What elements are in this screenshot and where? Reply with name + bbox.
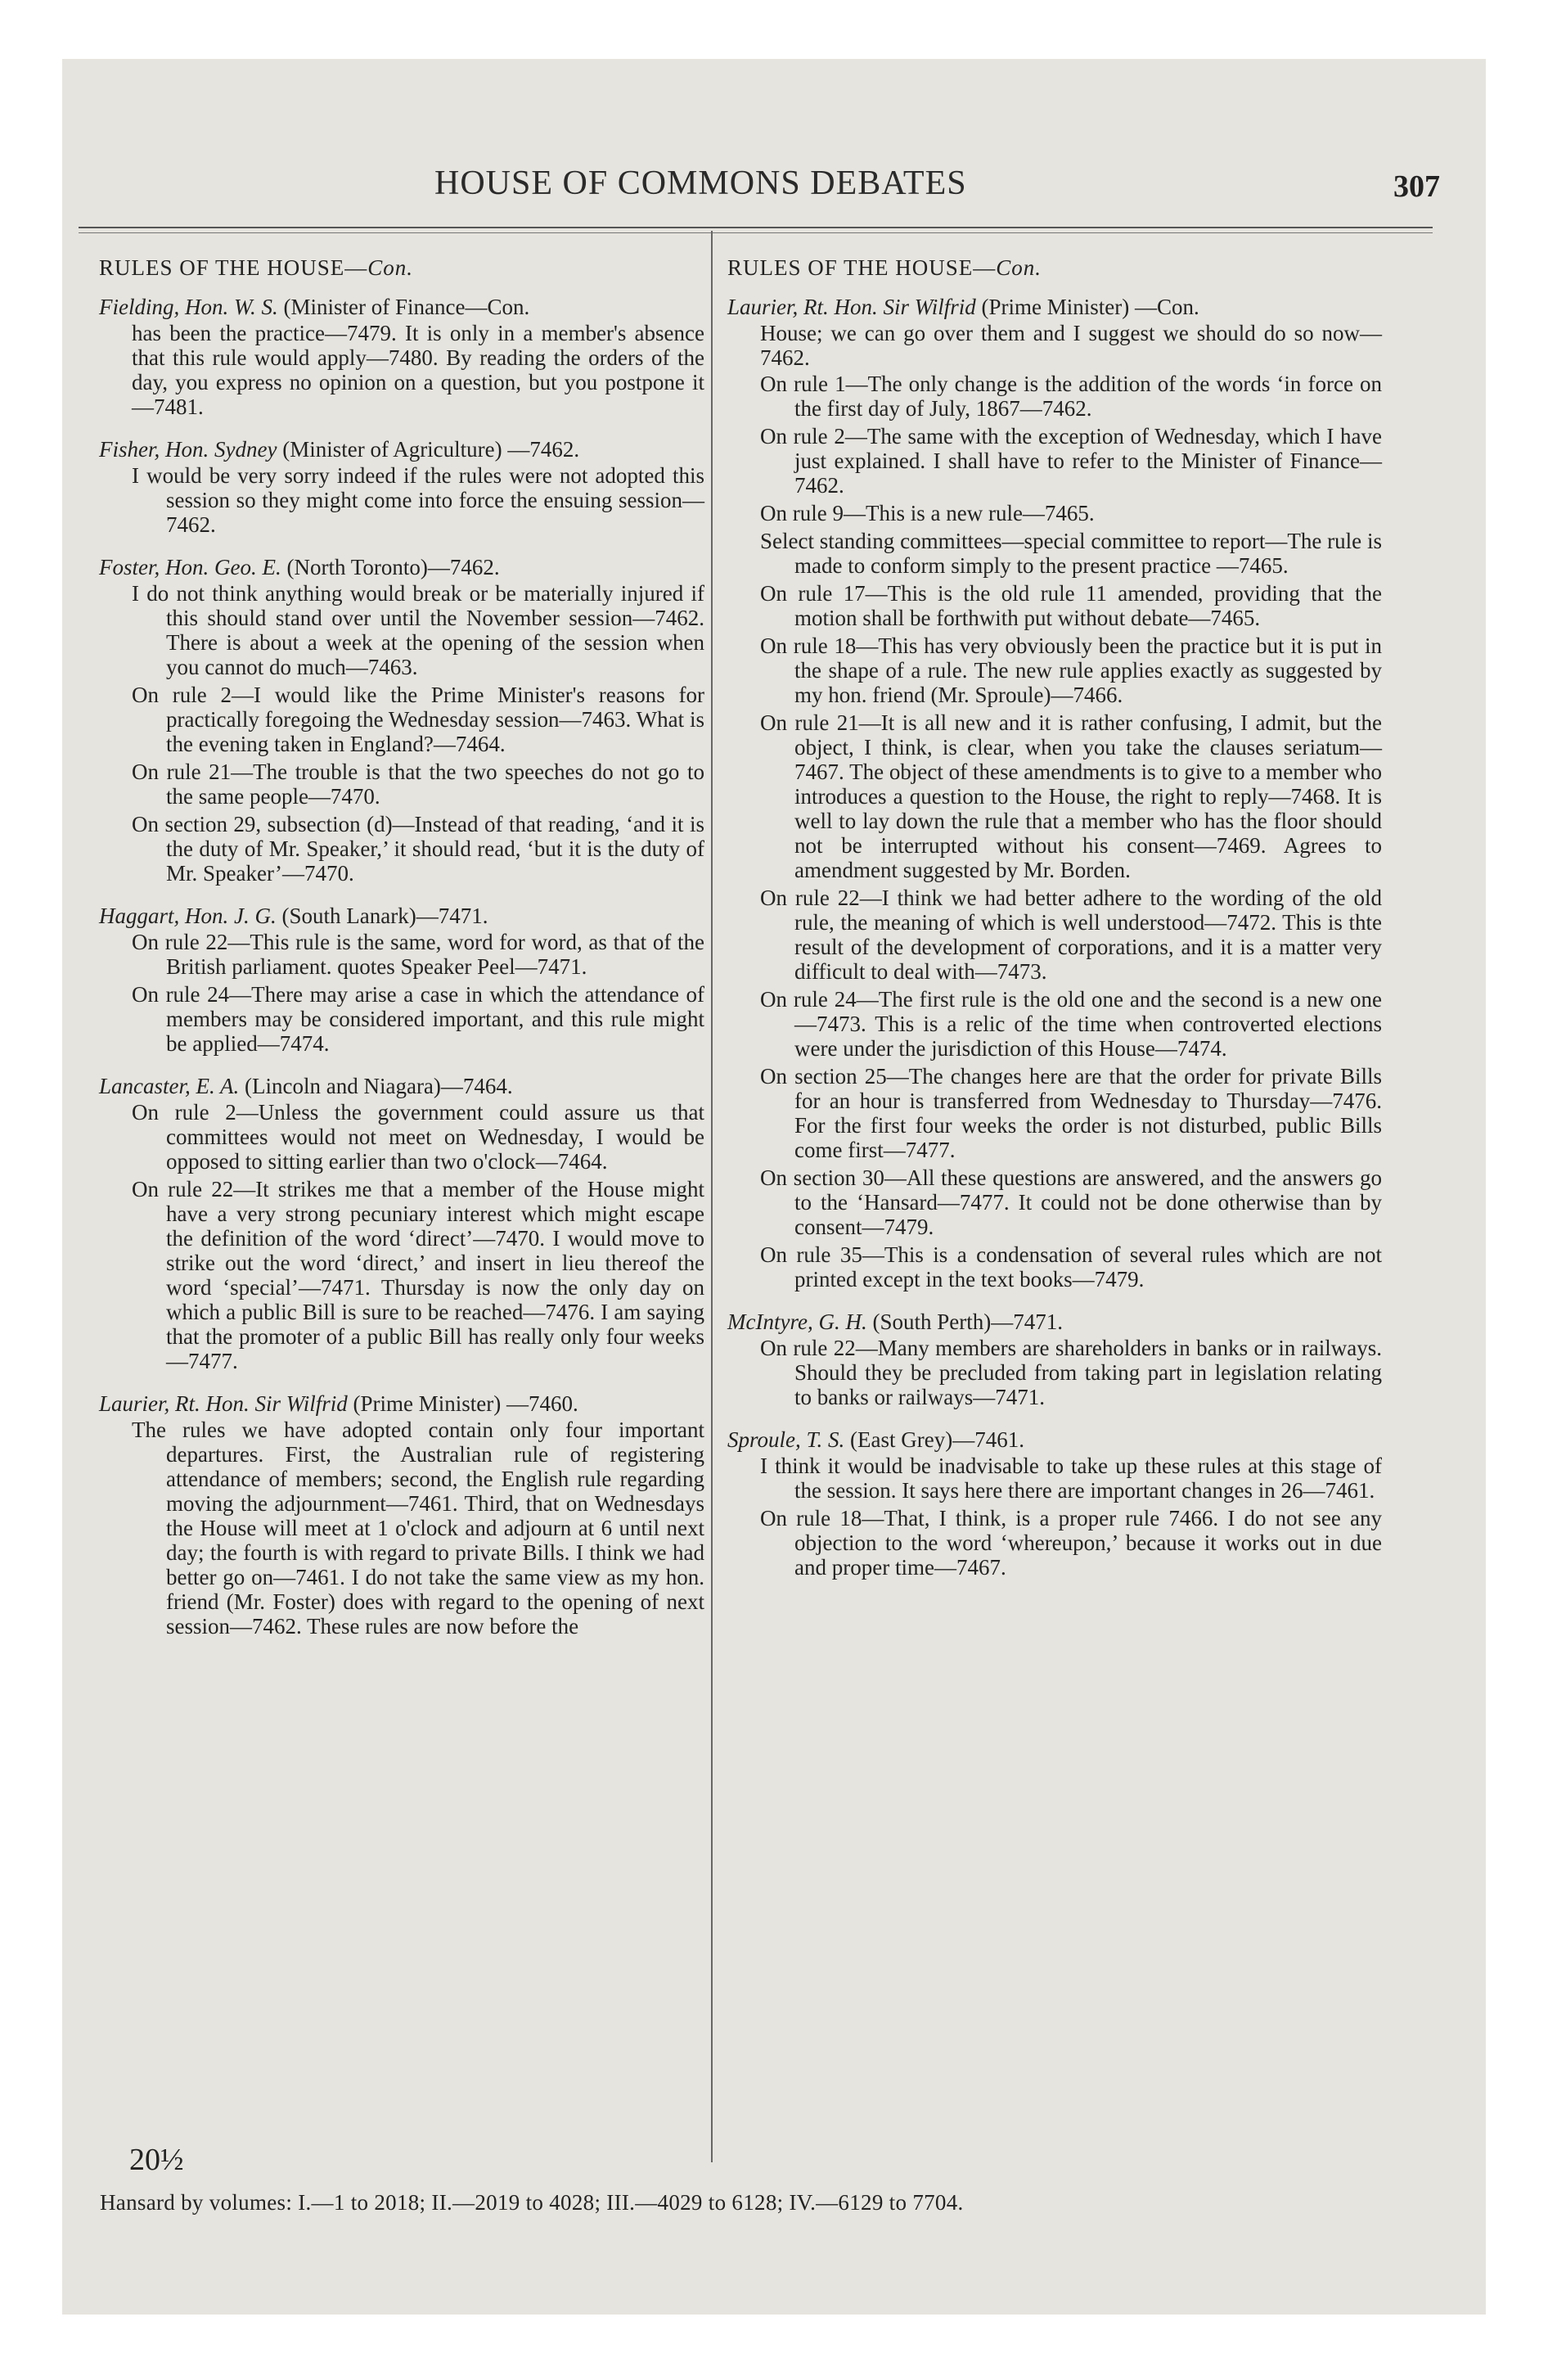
speaker-name: Laurier, Rt. Hon. Sir Wilfrid <box>727 295 976 319</box>
speaker-entry <box>99 1391 704 1639</box>
speaker-name: Sproule, T. S. <box>727 1427 845 1452</box>
speech-paragraph: On rule 2—I would like the Prime Minister's reasons for practically foregoing the Wednesday session—7463. What is the evening taken in England?—7464. <box>132 683 704 756</box>
speech-paragraph: On rule 24—The first rule is the old one and the second is a new one—7473. This is a relic of the time when controverted elections were under the jurisdiction of this House—7474. <box>760 987 1382 1061</box>
speaker-entry <box>727 1427 1382 1580</box>
speaker-detail: (North Toronto)—7462. <box>286 555 500 579</box>
speech-paragraph: On rule 22—This rule is the same, word for word, as that of the British parliament. quotes Speaker Peel—7471. <box>132 930 704 979</box>
speech-paragraph: Select standing committees—special committee to report—The rule is made to conform simply to the present practice —7465. <box>760 529 1382 578</box>
speaker-line <box>727 295 1382 319</box>
section-heading <box>99 255 704 280</box>
speaker-detail: (Prime Minister) —Con. <box>981 295 1199 319</box>
speaker-line <box>99 1074 704 1098</box>
continued-text: has been the practice—7479. It is only in a member's absence that this rule would apply—7480. By reading the orders of the day, you express no opinion on a question, but you postpone it—7481. <box>132 321 704 419</box>
speaker-entry <box>727 295 1382 1291</box>
speech-paragraph: On rule 9—This is a new rule—7465. <box>760 501 1095 525</box>
speaker-detail: (Minister of Agriculture) —7462. <box>282 437 580 462</box>
speaker-line <box>727 1427 1382 1452</box>
page-header <box>62 164 1486 213</box>
speaker-detail: (East Grey)—7461. <box>850 1427 1024 1452</box>
speaker-detail: (Lincoln and Niagara)—7464. <box>245 1074 513 1098</box>
speech-paragraph: On rule 17—This is the old rule 11 amended, providing that the motion shall be forthwith put without debate—7465. <box>760 581 1382 630</box>
speaker-line <box>99 437 704 462</box>
section-heading-con: Con. <box>367 255 414 280</box>
speaker-name: Foster, Hon. Geo. E. <box>99 555 281 579</box>
speech-paragraph: On rule 21—The trouble is that the two speeches do not go to the same people—7470. <box>132 760 704 809</box>
running-head: HOUSE OF COMMONS DEBATES <box>434 165 967 202</box>
speaker-name: Laurier, Rt. Hon. Sir Wilfrid <box>99 1391 348 1416</box>
footer-note: Hansard by volumes: I.—1 to 2018; II.—2019 to 4028; III.—4029 to 6128; IV.—6129 to 7704. <box>100 2190 964 2215</box>
speaker-detail: (South Perth)—7471. <box>872 1309 1063 1334</box>
page-number: 307 <box>1393 169 1440 204</box>
section-heading-text: RULES OF THE HOUSE— <box>99 255 368 280</box>
speech-paragraph: On section 29, subsection (d)—Instead of that reading, ‘and it is the duty of Mr. Speaker,’ it should read, ‘but it is the duty of Mr. Speaker’—7470. <box>132 812 704 886</box>
header-rule-thin <box>79 232 1433 233</box>
speech-paragraph: On section 30—All these questions are answered, and the answers go to the ‘Hansard—7477. It could not be done otherwise than by consent—7479. <box>760 1165 1382 1239</box>
speaker-name: McIntyre, G. H. <box>727 1309 867 1334</box>
speech-paragraph: I would be very sorry indeed if the rules were not adopted this session so they might come into force the ensuing session—7462. <box>132 463 704 537</box>
speech-paragraph: On rule 2—The same with the exception of Wednesday, which I have just explained. I shall have to refer to the Minister of Finance—7462. <box>760 424 1382 498</box>
speaker-entry <box>99 555 704 886</box>
section-heading-text: RULES OF THE HOUSE— <box>727 255 997 280</box>
speaker-entry <box>99 295 704 419</box>
speaker-name: Fielding, Hon. W. S. <box>99 295 278 319</box>
speaker-name: Haggart, Hon. J. G. <box>99 904 277 928</box>
speaker-entry <box>99 437 704 537</box>
speech-paragraph: On rule 22—Many members are shareholders in banks or in railways. Should they be precluded from taking part in legislation relating to banks or railways—7471. <box>760 1336 1382 1409</box>
speech-paragraph: On rule 18—This has very obviously been the practice but it is put in the shape of a rule. The new rule applies exactly as suggested by my hon. friend (Mr. Sproule)—7466. <box>760 633 1382 707</box>
speech-paragraph: On rule 1—The only change is the addition of the words ‘in force on the first day of July, 1867—7462. <box>760 372 1382 421</box>
speech-paragraph: I think it would be inadvisable to take up these rules at this stage of the session. It says here there are important changes in 26—7461. <box>760 1454 1382 1503</box>
speaker-entry <box>99 904 704 1056</box>
header-rule <box>79 227 1433 228</box>
speaker-detail: (Prime Minister) —7460. <box>353 1391 578 1416</box>
speech-paragraph: On rule 35—This is a condensation of several rules which are not printed except in the text books—7479. <box>760 1242 1382 1291</box>
speaker-name: Fisher, Hon. Sydney <box>99 437 277 462</box>
speaker-entry <box>99 1074 704 1373</box>
speaker-line <box>99 1391 704 1416</box>
speaker-detail: (South Lanark)—7471. <box>281 904 488 928</box>
speaker-line <box>99 295 704 319</box>
speech-paragraph: On rule 24—There may arise a case in which the attendance of members may be considered important, and this rule might be applied—7474. <box>132 982 704 1056</box>
speech-paragraph: On rule 2—Unless the government could assure us that committees would not meet on Wednesday, I would be opposed to sitting earlier than two o'clock—7464. <box>132 1100 704 1174</box>
speech-paragraph: The rules we have adopted contain only four important departures. First, the Australian rule of registering attendance of members; second, the English rule regarding moving the adjournment—7461. Third, that on Wednesdays the House will meet at 1 o'clock and adjourn at 6 until next day; the fourth is with regard to private Bills. I think we had better go on—7461. I do not take the same view as my hon. friend (Mr. Foster) does with regard to the opening of next session—7462. These rules are now before the <box>132 1418 704 1639</box>
speech-paragraph: On rule 22—It strikes me that a member of the House might have a very strong pecuniary interest which might escape the definition of the word ‘direct’—7470. I would move to strike out the word ‘direct,’ and insert in lieu thereof the word ‘special’—7471. Thursday is now the only day on which a public Bill is sure to be reached—7476. I am saying that the promoter of a public Bill has really only four weeks—7477. <box>132 1177 704 1373</box>
column-divider <box>711 231 713 2162</box>
speaker-name: Lancaster, E. A. <box>99 1074 240 1098</box>
continued-text: House; we can go over them and I suggest we should do so now—7462. <box>760 321 1382 370</box>
scanned-page <box>62 59 1486 2315</box>
section-heading <box>727 255 1382 280</box>
speaker-line <box>99 904 704 928</box>
speech-paragraph: On rule 21—It is all new and it is rather confusing, I admit, but the object, I think, is clear, when you take the clauses seriatum—7467. The object of these amendments is to give to a member who introduces a question to the House, the right to reply—7468. It is well to lay down the rule that a member who has the floor should not be interrupted without his consent—7469. Agrees to amendment suggested by Mr. Borden. <box>760 710 1382 882</box>
speaker-detail: (Minister of Finance—Con. <box>283 295 530 319</box>
speaker-entry <box>727 1309 1382 1409</box>
right-column <box>727 255 1382 1598</box>
speech-paragraph: On rule 18—That, I think, is a proper rule 7466. I do not see any objection to the word ‘whereupon,’ because it works out in due and proper time—7467. <box>760 1506 1382 1580</box>
speaker-line <box>99 555 704 579</box>
left-column <box>99 255 704 1657</box>
speech-paragraph: On rule 22—I think we had better adhere to the wording of the old rule, the meaning of which is well understood—7472. This is thte result of the development of corporations, and it is a matter very difficult to deal with—7473. <box>760 886 1382 984</box>
speech-paragraph: I do not think anything would break or be materially injured if this should stand over until the November session—7462. There is about a week at the opening of the session when you cannot do much—7463. <box>132 581 704 679</box>
speech-paragraph: On section 25—The changes here are that the order for private Bills for an hour is transferred from Wednesday to Thursday—7476. For the first four weeks the order is not disturbed, public Bills come first—7477. <box>760 1064 1382 1162</box>
speaker-line <box>727 1309 1382 1334</box>
signature-mark: 20½ <box>129 2143 184 2177</box>
section-heading-con: Con. <box>996 255 1042 280</box>
